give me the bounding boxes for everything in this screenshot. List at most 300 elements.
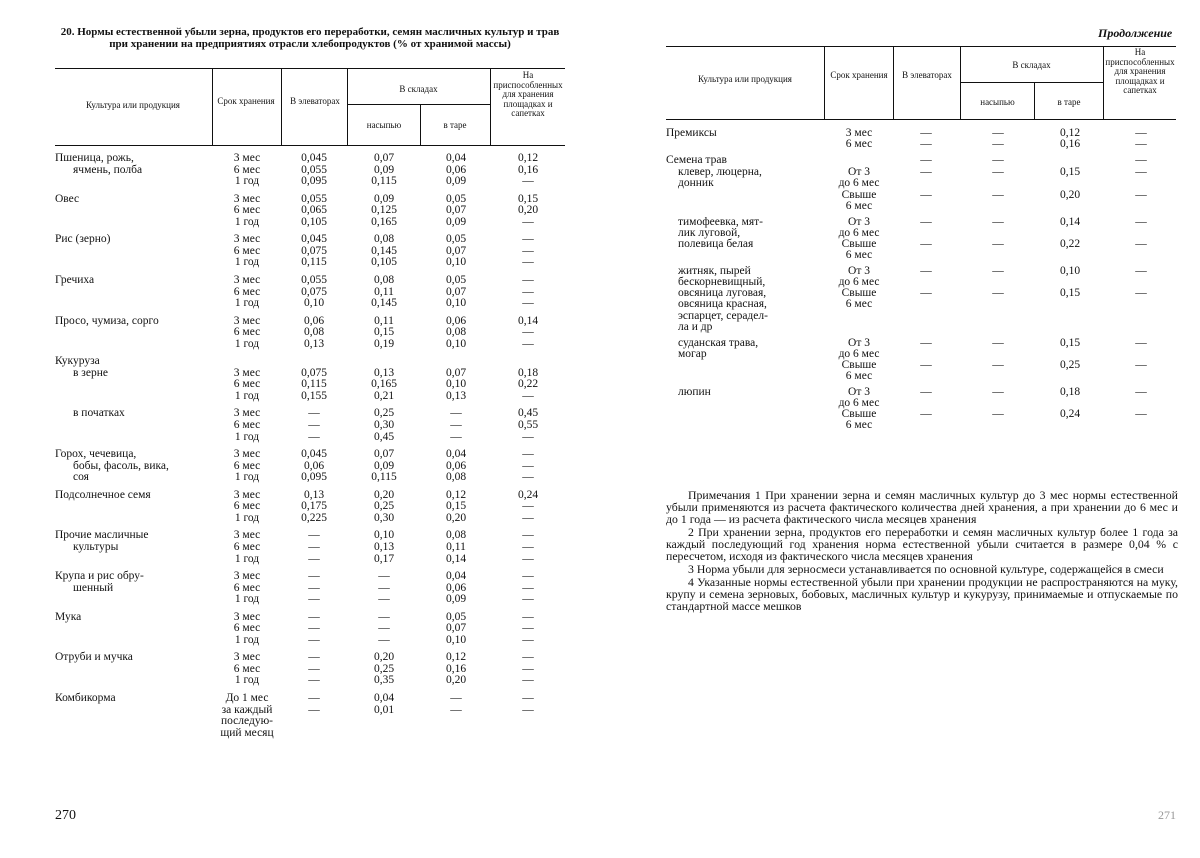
row-bulk: 0,35 (373, 674, 395, 687)
header-warehouses: В складах (399, 84, 438, 94)
row-term: 1 год (234, 337, 260, 350)
header-warehouses: В складах (1012, 60, 1051, 70)
row-label: Просо, чумиза, сорго (55, 314, 159, 327)
row-elevator: — (308, 570, 320, 583)
row-term: 6 мес (233, 500, 261, 513)
row-sites: — (522, 570, 534, 583)
row-label: полевица белая (678, 237, 754, 250)
row-sites: 0,55 (517, 419, 539, 431)
row-term: Свыше (841, 237, 877, 250)
row-bulk: 0,13 (373, 366, 395, 379)
row-term: 6 мес (233, 419, 261, 431)
continuation-label: Продолжение (1098, 26, 1173, 40)
row-elevator: — (308, 430, 320, 443)
row-bulk: — (378, 610, 390, 623)
row-tare: 0,10 (445, 337, 467, 350)
row-tare: 0,07 (445, 244, 467, 257)
row-term: Свыше (841, 358, 877, 371)
row-tare: 0,14 (1059, 215, 1081, 228)
row-bulk: 0,20 (373, 488, 395, 501)
row-sites: — (522, 244, 534, 257)
row-label: лик луговой, (678, 226, 741, 239)
row-elevator: 0,055 (301, 163, 327, 176)
row-term: 6 мес (845, 370, 873, 382)
row-sites: — (522, 459, 534, 472)
row-elevator: — (920, 336, 932, 349)
row-sites: — (522, 674, 534, 687)
row-bulk: 0,09 (373, 163, 395, 176)
row-label: шенный (73, 581, 114, 594)
row-sites: 0,15 (517, 192, 539, 205)
header-tare: в таре (1057, 97, 1081, 107)
row-term: 3 мес (233, 366, 261, 379)
row-sites: — (522, 500, 534, 513)
row-label: донник (678, 177, 714, 190)
header-elevator: В элеваторах (902, 70, 952, 80)
header-bulk: насыпью (366, 120, 402, 130)
row-tare: 0,10 (1059, 265, 1081, 278)
row-tare: 0,10 (445, 256, 467, 269)
row-label: житняк, пырей (678, 265, 751, 278)
row-bulk: — (992, 188, 1004, 201)
row-sites: 0,45 (517, 407, 539, 420)
row-elevator: 0,045 (301, 233, 327, 246)
row-tare: 0,06 (445, 163, 467, 176)
row-term: 3 мес (233, 651, 261, 664)
row-term: 1 год (234, 297, 260, 310)
row-label: Подсолнечное семя (55, 488, 151, 501)
row-tare: 0,06 (445, 581, 467, 594)
row-elevator: 0,06 (303, 459, 325, 472)
row-elevator: 0,13 (303, 337, 325, 350)
row-sites: — (522, 430, 534, 443)
row-elevator: 0,115 (301, 378, 327, 391)
row-term: до 6 мес (838, 226, 880, 239)
header-tare: в таре (443, 120, 467, 130)
row-sites: — (522, 633, 534, 646)
row-label: Рис (зерно) (55, 233, 111, 246)
row-label: Гречиха (55, 273, 95, 286)
row-sites: — (1135, 408, 1147, 421)
row-elevator: — (920, 237, 932, 250)
row-sites: 0,22 (517, 378, 539, 391)
row-term: последую- (220, 715, 273, 728)
row-label: в зерне (73, 366, 108, 379)
row-elevator: 0,045 (301, 448, 327, 461)
row-tare: 0,07 (445, 285, 467, 298)
row-elevator: — (308, 674, 320, 687)
row-bulk: 0,115 (371, 471, 397, 484)
row-tare: 0,05 (445, 273, 467, 286)
row-elevator: 0,10 (303, 297, 325, 310)
row-term: 3 мес (233, 192, 261, 205)
row-tare: — (450, 419, 462, 431)
row-sites: — (522, 529, 534, 542)
row-elevator: — (308, 407, 320, 420)
row-sites: — (522, 215, 534, 228)
row-label: Премиксы (666, 127, 717, 139)
row-tare: 0,10 (445, 378, 467, 391)
row-elevator: — (920, 166, 932, 179)
note-1: Примечания 1 При хранении зерна и семян масличных культур до 3 мес нормы естественной убыли применяются из расчета фактического количества дней хранения, а при хранении до 6 мес и до 1 года — из расчета фактического числа месяцев хранения (666, 488, 1178, 526)
row-sites: — (1135, 336, 1147, 349)
row-sites: — (522, 175, 534, 188)
row-bulk: — (992, 287, 1004, 300)
row-elevator: — (308, 622, 320, 635)
row-term: 1 год (234, 593, 260, 606)
header-elevator: В элеваторах (290, 96, 340, 106)
row-term: 1 год (234, 389, 260, 402)
row-elevator: — (920, 138, 932, 151)
row-sites: — (522, 703, 534, 716)
row-elevator: — (308, 552, 320, 565)
row-sites: — (1135, 287, 1147, 300)
row-sites: — (1135, 138, 1147, 151)
row-term: Свыше (841, 287, 877, 300)
row-label: Мука (55, 610, 82, 623)
row-term: От 3 (848, 166, 870, 179)
row-term: 3 мес (233, 610, 261, 623)
note-3: 3 Норма убыли для зерносмеси устанавливается по основной культуре, содержащейся в смеси (688, 562, 1164, 576)
row-term: 6 мес (233, 662, 261, 675)
row-elevator: 0,055 (301, 192, 327, 205)
row-bulk: — (992, 265, 1004, 278)
row-sites: — (522, 233, 534, 246)
row-elevator: — (920, 287, 932, 300)
row-bulk: 0,17 (373, 552, 395, 565)
row-bulk: 0,04 (373, 692, 395, 704)
row-term: 6 мес (233, 326, 261, 339)
row-elevator: 0,045 (301, 152, 327, 164)
row-bulk: 0,11 (374, 314, 394, 327)
row-label: клевер, люцерна, (678, 166, 762, 179)
row-term: 3 мес (233, 233, 261, 246)
row-tare: 0,12 (445, 488, 467, 501)
row-bulk: 0,11 (374, 285, 394, 298)
row-sites: — (522, 389, 534, 402)
row-tare: 0,24 (1059, 408, 1081, 421)
row-label: Комбикорма (55, 692, 116, 704)
row-label: бобы, фасоль, вика, (73, 459, 169, 472)
row-tare: 0,04 (445, 448, 467, 461)
row-bulk: 0,30 (373, 419, 395, 431)
row-sites: — (1135, 358, 1147, 371)
row-elevator: 0,13 (303, 488, 325, 501)
row-bulk: 0,105 (371, 256, 397, 269)
row-elevator: — (920, 127, 932, 139)
row-term: до 6 мес (838, 347, 880, 360)
row-bulk: 0,25 (373, 500, 395, 513)
row-tare: 0,08 (445, 326, 467, 339)
row-sites: — (522, 692, 534, 704)
header-sites: На приспособленных для хранения площадках и сапетках (493, 70, 563, 118)
row-term: 1 год (234, 256, 260, 269)
row-bulk: 0,19 (373, 337, 395, 350)
row-elevator: 0,115 (301, 256, 327, 269)
header-bulk: насыпью (980, 97, 1015, 107)
row-sites: — (522, 297, 534, 310)
row-term: 3 мес (233, 314, 261, 327)
row-elevator: 0,055 (301, 273, 327, 286)
row-term: 6 мес (233, 540, 261, 553)
header-culture: Культура или продукция (86, 100, 180, 110)
row-sites: — (522, 540, 534, 553)
row-sites: — (522, 593, 534, 606)
row-term: От 3 (848, 215, 870, 228)
row-term: до 6 мес (838, 177, 880, 190)
row-term: 6 мес (845, 419, 873, 432)
row-elevator: 0,075 (301, 285, 327, 298)
row-sites: — (1135, 265, 1147, 278)
row-tare: 0,18 (1059, 386, 1081, 399)
row-bulk: 0,21 (373, 389, 395, 402)
row-bulk: — (992, 127, 1004, 139)
row-elevator: — (308, 662, 320, 675)
row-tare: 0,15 (1059, 336, 1081, 349)
row-sites: — (1135, 237, 1147, 250)
row-sites: — (522, 273, 534, 286)
row-tare: 0,10 (445, 297, 467, 310)
row-term: 1 год (234, 511, 260, 524)
row-bulk: — (992, 138, 1004, 151)
row-label: в початках (73, 407, 125, 420)
row-sites: — (522, 337, 534, 350)
row-sites: — (1135, 215, 1147, 228)
row-bulk: — (378, 633, 390, 646)
row-bulk: 0,09 (373, 459, 395, 472)
row-sites: — (522, 256, 534, 269)
row-bulk: — (992, 166, 1004, 179)
row-bulk: — (378, 593, 390, 606)
row-bulk: 0,10 (373, 529, 395, 542)
row-bulk: 0,25 (373, 662, 395, 675)
row-sites: 0,20 (517, 204, 539, 217)
row-tare: 0,20 (445, 511, 467, 524)
row-label: Прочие масличные (55, 529, 149, 542)
row-label: овсяница красная, (678, 298, 767, 311)
row-bulk: 0,07 (373, 448, 395, 461)
row-term: за каждый (221, 703, 273, 716)
row-tare: 0,05 (445, 192, 467, 205)
row-sites: 0,14 (517, 314, 539, 327)
row-sites: — (522, 622, 534, 635)
row-bulk: 0,165 (371, 378, 397, 391)
row-term: до 6 мес (838, 397, 880, 410)
row-elevator: 0,06 (303, 314, 325, 327)
row-tare: 0,15 (1059, 287, 1081, 300)
row-label: люпин (678, 386, 711, 399)
row-tare: 0,20 (445, 674, 467, 687)
row-elevator: 0,175 (301, 500, 327, 513)
row-bulk: 0,15 (373, 326, 395, 339)
row-tare: 0,15 (1059, 166, 1081, 179)
row-label: суданская трава, (678, 336, 759, 349)
row-tare: 0,05 (445, 610, 467, 623)
row-label: Горох, чечевица, (55, 448, 137, 461)
row-term: 6 мес (845, 138, 873, 151)
row-sites: — (522, 581, 534, 594)
row-term: 1 год (234, 430, 260, 443)
notes-section (666, 489, 1178, 613)
row-tare: — (450, 407, 462, 420)
row-sites: — (522, 471, 534, 484)
row-tare: 0,07 (445, 204, 467, 217)
row-tare: 0,20 (1059, 188, 1081, 201)
row-term: 1 год (234, 633, 260, 646)
row-label: Кукуруза (55, 355, 100, 368)
row-elevator: — (308, 651, 320, 664)
row-label: овсяница луговая, (678, 287, 767, 300)
row-term: 6 мес (233, 459, 261, 472)
row-term: щий месяц (220, 726, 274, 739)
row-bulk: 0,09 (373, 192, 395, 205)
row-label: тимофеевка, мят- (678, 215, 763, 228)
row-term: 3 мес (233, 407, 261, 420)
row-elevator: — (920, 408, 932, 421)
row-elevator: — (920, 358, 932, 371)
row-elevator: — (308, 419, 320, 431)
row-sites: — (522, 326, 534, 339)
row-sites: — (522, 662, 534, 675)
row-bulk: 0,145 (371, 244, 397, 257)
row-term: Свыше (841, 188, 877, 201)
page-number: 270 (55, 808, 76, 823)
row-sites: — (1135, 188, 1147, 201)
row-elevator: 0,095 (301, 175, 327, 188)
row-bulk: 0,01 (373, 703, 395, 716)
row-elevator: — (308, 593, 320, 606)
row-tare: 0,06 (445, 459, 467, 472)
row-tare: 0,11 (446, 540, 466, 553)
row-term: 6 мес (233, 285, 261, 298)
row-term: 6 мес (233, 204, 261, 217)
row-bulk: 0,165 (371, 215, 397, 228)
row-term: 6 мес (233, 378, 261, 391)
row-bulk: 0,08 (373, 273, 395, 286)
row-term: От 3 (848, 336, 870, 349)
row-bulk: — (378, 570, 390, 583)
row-label: ячмень, полба (73, 163, 143, 176)
row-elevator: — (920, 265, 932, 278)
row-bulk: — (992, 386, 1004, 399)
row-tare: — (450, 703, 462, 716)
right-page (600, 0, 1200, 858)
row-sites: — (522, 552, 534, 565)
row-term: 3 мес (233, 529, 261, 542)
row-tare: 0,08 (445, 471, 467, 484)
row-term: 6 мес (233, 581, 261, 594)
row-sites: 0,18 (517, 366, 539, 379)
row-bulk: 0,25 (373, 407, 395, 420)
row-label: бескорневищный, (678, 276, 766, 289)
row-bulk: 0,07 (373, 152, 395, 164)
row-label: могар (678, 347, 707, 360)
row-tare: 0,09 (445, 593, 467, 606)
row-tare: — (450, 692, 462, 704)
row-term: 6 мес (845, 249, 873, 261)
row-term: 3 мес (233, 152, 261, 164)
row-bulk: 0,45 (373, 430, 395, 443)
row-tare: 0,25 (1059, 358, 1081, 371)
row-sites: — (522, 448, 534, 461)
row-tare: 0,22 (1059, 237, 1081, 250)
row-tare: 0,04 (445, 570, 467, 583)
row-tare: 0,05 (445, 233, 467, 246)
row-elevator: 0,075 (301, 366, 327, 379)
row-term: 1 год (234, 552, 260, 565)
row-label: Пшеница, рожь, (55, 152, 134, 164)
row-bulk: — (992, 237, 1004, 250)
row-tare: 0,07 (445, 622, 467, 635)
row-tare: 0,13 (445, 389, 467, 402)
row-elevator: 0,075 (301, 244, 327, 257)
row-sites: — (522, 651, 534, 664)
row-bulk: — (992, 215, 1004, 228)
row-label: эспарцет, серадел- (678, 309, 768, 322)
row-bulk: — (992, 408, 1004, 421)
row-elevator: — (308, 540, 320, 553)
row-term: От 3 (848, 386, 870, 399)
note-2: 2 При хранении зерна, продуктов его переработки и семян масличных культур более 1 года за каждый последующий год хранения норма естественной убыли считается в размере 0,04 % с пересчетом, исходя из фактического числа месяцев хранения (666, 525, 1178, 563)
row-bulk: 0,08 (373, 233, 395, 246)
row-tare: 0,04 (445, 152, 467, 164)
row-elevator: 0,08 (303, 326, 325, 339)
row-term: до 6 мес (838, 276, 880, 289)
row-term: 6 мес (233, 244, 261, 257)
row-bulk: 0,13 (373, 540, 395, 553)
row-sites: — (1135, 386, 1147, 399)
row-sites: 0,24 (517, 488, 539, 501)
row-term: 6 мес (845, 199, 873, 212)
row-tare: 0,07 (445, 366, 467, 379)
row-tare: 0,06 (445, 314, 467, 327)
row-tare: 0,16 (445, 662, 467, 675)
row-sites: — (522, 610, 534, 623)
row-elevator: 0,105 (301, 215, 327, 228)
row-sites: — (1135, 154, 1147, 167)
row-term: Свыше (841, 408, 877, 421)
row-term: 3 мес (845, 127, 873, 139)
row-tare: 0,12 (445, 651, 467, 664)
table-title: 20. Нормы естественной убыли зерна, продуктов его переработки, семян масличных культур и трав при хранении на предприятиях отрасли хлебопродуктов (% от хранимой массы) (60, 26, 560, 50)
row-term: 3 мес (233, 448, 261, 461)
row-bulk: — (992, 336, 1004, 349)
row-bulk: 0,20 (373, 651, 395, 664)
header-culture: Культура или продукция (698, 74, 792, 84)
row-bulk: — (378, 581, 390, 594)
row-elevator: — (920, 386, 932, 399)
page-number: 271 (1158, 808, 1176, 822)
header-sites: На приспособленных для хранения площадках и сапетках (1105, 47, 1175, 95)
row-elevator: 0,095 (301, 471, 327, 484)
row-tare: — (450, 430, 462, 443)
row-term: 1 год (234, 674, 260, 687)
row-elevator: — (308, 529, 320, 542)
row-elevator: — (308, 703, 320, 716)
row-bulk: — (992, 154, 1004, 167)
row-elevator: — (308, 610, 320, 623)
row-tare: 0,15 (445, 500, 467, 513)
row-elevator: 0,225 (301, 511, 327, 524)
row-term: 3 мес (233, 488, 261, 501)
row-tare: 0,12 (1059, 127, 1081, 139)
row-label: Овес (55, 192, 80, 205)
row-label: Семена трав (666, 154, 727, 167)
row-elevator: 0,065 (301, 204, 327, 217)
row-term: 1 год (234, 175, 260, 188)
row-label: Отруби и мучка (55, 651, 133, 664)
row-elevator: — (920, 154, 932, 167)
